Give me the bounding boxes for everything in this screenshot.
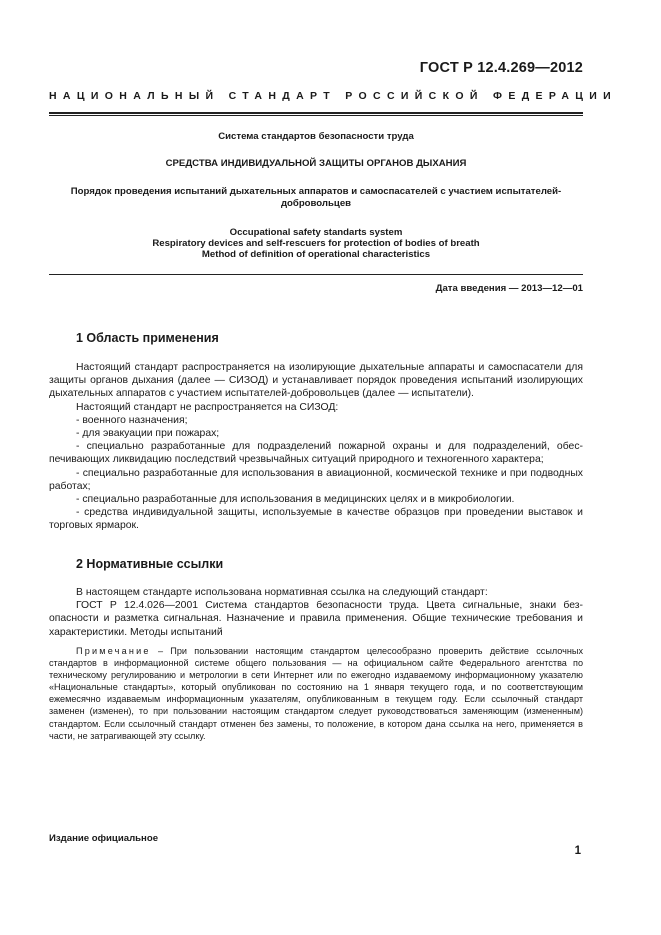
page-number: 1: [574, 845, 581, 857]
header-rule-thin: [49, 115, 583, 116]
section-1-list-item: - специально разработанные для подразделений пожарной охраны и для подразделений, обеспечивающих ликвидацию последствий чрезвычайных ситуаций природного и техногенного характера;: [49, 441, 583, 466]
english-title-line-2: Respiratory devices and self-rescuers for protection of bodies of breath: [152, 238, 480, 249]
note-text: – При пользовании настоящим стандартом целесообразно проверить действие ссылочных стандартов в информационной системе общего пользования — на официальном сайте Федерального агентства по техническому регулированию и метрологии в сети Интернет или по ежегодно издаваемому информационному указателю «Национальные стандарты», который опубликован по состоянию на 1 января текущего года, и по соответствующим ежемесячно издаваемым информационным указателям, опубликованным в текущем году. Если ссылочный стандарт заменен (изменен), то при пользовании настоящим стандартом следует руководствоваться заменяющим (измененным) стандартом. Если ссылочный стандарт отменен без замены, то положение, в котором дана ссылка на него, применяется в части, не затрагивающей эту ссылку.: [49, 646, 583, 741]
section-1-list-item: - специально разработанные для использования в авиационной, космической технике и при подводных работах;: [49, 467, 583, 492]
national-standard-banner: НАЦИОНАЛЬНЫЙ СТАНДАРТ РОССИЙСКОЙ ФЕДЕРАЦИИ: [49, 90, 618, 102]
standards-system-title: Система стандартов безопасности труда: [218, 131, 414, 142]
note-label: Примечание: [76, 646, 151, 656]
section-2-paragraph: В настоящем стандарте использована нормативная ссылка на следующий стандарт:: [76, 587, 488, 598]
section-2-heading: 2 Нормативные ссылки: [76, 557, 224, 571]
section-1-list-item: - средства индивидуальной защиты, используемые в качестве образцов при проведении выставок и торговых ярмарок.: [49, 507, 583, 532]
section-2-reference: ГОСТ Р 12.4.026—2001 Система стандартов безопасности труда. Цвета сигнальные, знаки безопасности и разметка сигнальная. Назначение и правила применения. Общие технические требования и характеристики. Методы испытаний: [49, 600, 583, 638]
section-1-list-item: - для эвакуации при пожарах;: [76, 428, 220, 440]
document-main-title: СРЕДСТВА ИНДИВИДУАЛЬНОЙ ЗАЩИТЫ ОРГАНОВ ДЫХАНИЯ: [165, 158, 467, 169]
section-2-note: [49, 645, 583, 742]
document-subtitle: Порядок проведения испытаний дыхательных аппаратов и самоспасателей с участием испытателей-добровольцев: [70, 186, 562, 209]
section-1-list-item: - военного назначения;: [76, 414, 188, 426]
english-title-line-1: Occupational safety standarts system: [229, 227, 403, 238]
section-1-paragraph: Настоящий стандарт не распространяется на СИЗОД:: [76, 401, 339, 413]
english-title-line-3: Method of definition of operational characteristics: [201, 249, 431, 260]
document-code: ГОСТ Р 12.4.269—2012: [419, 60, 583, 76]
section-1-paragraph: Настоящий стандарт распространяется на изолирующие дыхательные аппараты и самоспасатели для защиты органов дыхания (далее — СИЗОД) и устанавливает порядок проведения испытаний изолирующих дыхательных аппаратов с участием испытателей-добровольцев (далее — испытатели).: [49, 362, 583, 400]
section-2-body: [49, 586, 583, 639]
introduction-date: Дата введения — 2013—12—01: [435, 283, 583, 294]
section-1-list-item: - специально разработанные для использования в медицинских целях и в микробиологии.: [76, 494, 515, 506]
title-separator: [49, 274, 583, 275]
official-edition-label: Издание официальное: [49, 833, 159, 844]
section-1-heading: 1 Область применения: [76, 331, 219, 345]
section-1-body: [49, 361, 583, 533]
